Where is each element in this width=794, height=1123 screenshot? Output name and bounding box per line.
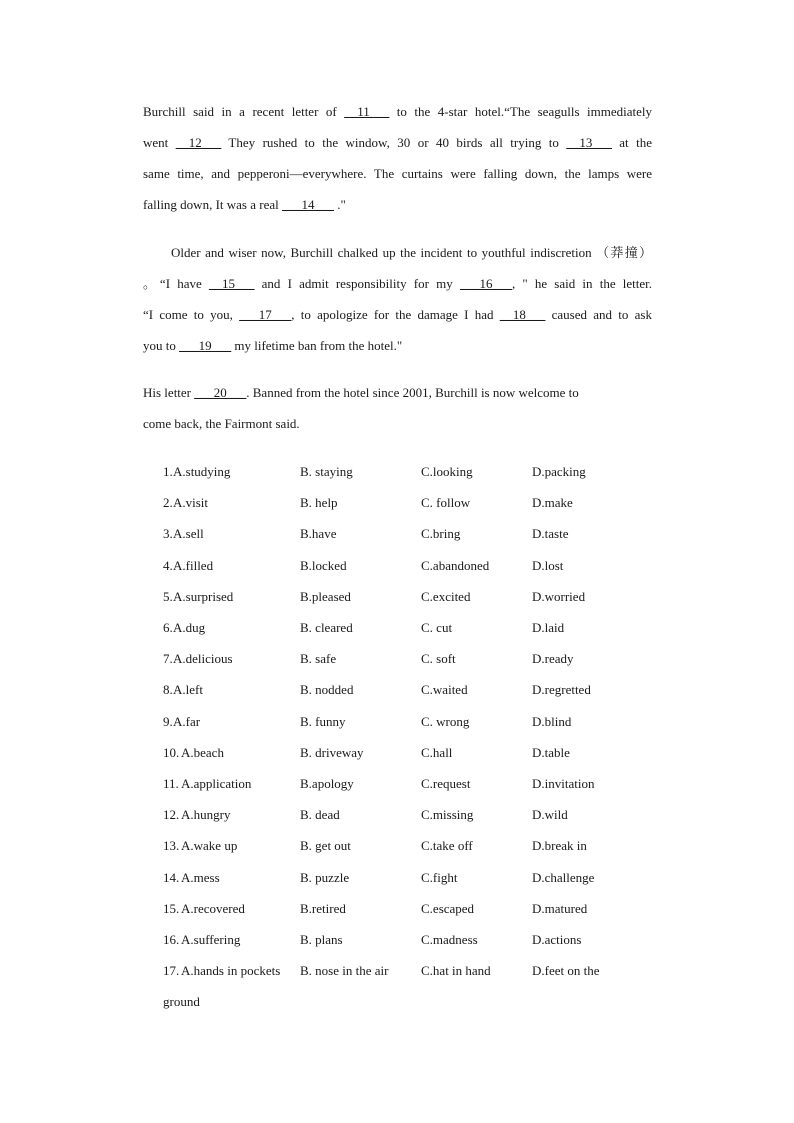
- option-d[interactable]: D.ready: [532, 651, 574, 667]
- text: They rushed to the window, 30 or 40 birds all trying to: [221, 135, 567, 150]
- option-c[interactable]: C. soft: [421, 651, 456, 667]
- question-17-continuation: ground: [163, 994, 200, 1009]
- question-number: 12.: [163, 807, 180, 823]
- blank-16: ___16___: [459, 276, 512, 291]
- passage-line: [143, 307, 652, 323]
- blank-20: ___20___: [194, 385, 247, 400]
- text: Burchill said in a recent letter of: [143, 104, 345, 119]
- text: Older and wiser now, Burchill chalked up the incident to youthful indiscretion （莽撞）: [171, 245, 652, 260]
- option-d[interactable]: D.laid: [532, 620, 565, 635]
- option-c[interactable]: C.hat in hand: [421, 963, 491, 979]
- option-a[interactable]: A.application: [181, 776, 252, 791]
- passage-line: [143, 385, 652, 401]
- option-d[interactable]: D.feet on the: [532, 963, 600, 979]
- option-c[interactable]: C.excited: [421, 588, 471, 604]
- option-a[interactable]: A.sell: [173, 526, 204, 542]
- text: falling down, It was a real: [143, 197, 282, 212]
- question-number: 8.: [163, 682, 173, 698]
- option-c[interactable]: C.waited: [421, 682, 468, 698]
- option-b[interactable]: B. nose in the air: [300, 963, 389, 979]
- option-d[interactable]: D.challenge: [532, 869, 595, 885]
- question-number: 11.: [163, 776, 179, 791]
- option-c[interactable]: C.take off: [421, 838, 473, 854]
- passage-line: [143, 166, 652, 182]
- option-b[interactable]: B. help: [300, 495, 338, 511]
- option-b[interactable]: B.retired: [300, 900, 346, 916]
- text: and I admit responsibility for my: [254, 276, 460, 291]
- text: , " he said in the letter.: [511, 276, 653, 291]
- option-a[interactable]: A.suffering: [181, 932, 241, 947]
- passage-line: [143, 104, 652, 120]
- option-b[interactable]: B. plans: [300, 932, 343, 947]
- option-a[interactable]: A.beach: [181, 744, 224, 760]
- text: . Banned from the hotel since 2001, Burchill is now welcome to: [246, 385, 579, 400]
- blank-14: ___14___: [281, 197, 334, 212]
- option-c[interactable]: C. cut: [421, 620, 453, 635]
- option-d[interactable]: D.lost: [532, 557, 564, 573]
- blank-19: ___19___: [179, 338, 232, 353]
- option-a[interactable]: A.surprised: [173, 588, 234, 604]
- text: His letter: [143, 385, 195, 400]
- option-c[interactable]: C.request: [421, 776, 471, 791]
- question-number: 9.: [163, 713, 173, 729]
- option-d[interactable]: D.worried: [532, 588, 586, 604]
- question-number: 1.: [163, 464, 173, 479]
- passage-line: [143, 197, 652, 213]
- option-b[interactable]: B.locked: [300, 557, 347, 573]
- option-d[interactable]: D.table: [532, 744, 570, 760]
- passage-line: [143, 135, 652, 151]
- question-number: 17.: [163, 963, 180, 979]
- option-d[interactable]: D.actions: [532, 932, 582, 947]
- text: “I come to you,: [143, 307, 240, 322]
- option-c[interactable]: C. wrong: [421, 713, 470, 729]
- option-c[interactable]: C.hall: [421, 744, 453, 760]
- text: at the: [611, 135, 652, 150]
- option-b[interactable]: B. cleared: [300, 620, 353, 635]
- blank-11: __11___: [344, 104, 390, 119]
- text: , to apologize for the damage I had: [291, 307, 500, 322]
- text: my lifetime ban from the hotel.": [231, 338, 403, 353]
- question-number: 16.: [163, 932, 180, 947]
- option-b[interactable]: B. safe: [300, 651, 337, 667]
- option-c[interactable]: C.escaped: [421, 900, 475, 916]
- option-a[interactable]: A.left: [173, 682, 203, 698]
- passage-line: [143, 416, 652, 432]
- passage-line: [143, 276, 652, 292]
- option-a[interactable]: A.hands in pockets: [181, 963, 281, 979]
- text: you to: [143, 338, 180, 353]
- option-a[interactable]: A.recovered: [181, 900, 245, 916]
- option-b[interactable]: B. funny: [300, 713, 346, 729]
- option-d[interactable]: D.regretted: [532, 682, 591, 698]
- text: same time, and pepperoni—everywhere. The curtains were falling down, the lamps were: [143, 166, 652, 181]
- question-number: 2.: [163, 495, 173, 511]
- option-a[interactable]: A.delicious: [173, 651, 233, 667]
- option-a[interactable]: A.dug: [173, 620, 206, 635]
- question-number: 4.: [163, 557, 173, 573]
- question-number: 10.: [163, 744, 180, 760]
- option-b[interactable]: B.pleased: [300, 588, 351, 604]
- text: caused and to ask: [545, 307, 652, 322]
- option-b[interactable]: B. staying: [300, 464, 353, 479]
- question-number: 15.: [163, 900, 180, 916]
- option-d[interactable]: D.break in: [532, 838, 587, 854]
- question-number: 5.: [163, 588, 173, 604]
- option-c[interactable]: C.abandoned: [421, 557, 490, 573]
- passage-line: [143, 338, 652, 354]
- blank-12: __12___: [175, 135, 222, 150]
- passage-line: [171, 245, 652, 261]
- question-number: 14.: [163, 869, 180, 885]
- option-d[interactable]: D.invitation: [532, 776, 595, 791]
- option-a[interactable]: A.studying: [173, 464, 231, 479]
- option-b[interactable]: B. puzzle: [300, 869, 350, 885]
- option-b[interactable]: B.have: [300, 526, 337, 542]
- option-c[interactable]: C.bring: [421, 526, 461, 542]
- question-number: 7.: [163, 651, 173, 667]
- option-b[interactable]: B. get out: [300, 838, 351, 854]
- option-a[interactable]: A.far: [173, 713, 201, 729]
- option-b[interactable]: B. nodded: [300, 682, 354, 698]
- option-c[interactable]: C.missing: [421, 807, 474, 823]
- text: to the 4-star hotel.“The seagulls immediately: [389, 104, 652, 119]
- blank-17: ___17___: [239, 307, 292, 322]
- option-d[interactable]: D.make: [532, 495, 573, 511]
- question-number: 13.: [163, 838, 180, 854]
- option-d[interactable]: D.blind: [532, 713, 572, 729]
- option-d[interactable]: D.packing: [532, 464, 586, 479]
- option-d[interactable]: D.matured: [532, 900, 588, 916]
- option-b[interactable]: B. dead: [300, 807, 340, 823]
- text: come back, the Fairmont said.: [143, 416, 300, 431]
- option-a[interactable]: A.filled: [173, 557, 214, 573]
- option-a[interactable]: A.hungry: [181, 807, 231, 823]
- option-c[interactable]: C.madness: [421, 932, 478, 947]
- option-a[interactable]: A.wake up: [181, 838, 238, 854]
- option-b[interactable]: B. driveway: [300, 744, 364, 760]
- blank-18: __18___: [499, 307, 546, 322]
- option-c[interactable]: C.looking: [421, 464, 473, 479]
- option-b[interactable]: B.apology: [300, 776, 354, 791]
- blank-13: __13___: [566, 135, 612, 150]
- option-c[interactable]: C.fight: [421, 869, 458, 885]
- option-d[interactable]: D.wild: [532, 807, 568, 823]
- question-number: 6.: [163, 620, 173, 635]
- option-d[interactable]: D.taste: [532, 526, 569, 542]
- text: went: [143, 135, 176, 150]
- option-a[interactable]: A.mess: [181, 869, 220, 885]
- option-a[interactable]: A.visit: [173, 495, 209, 511]
- blank-15: __15___: [208, 276, 255, 291]
- option-c[interactable]: C. follow: [421, 495, 471, 511]
- text: 。“I have: [143, 276, 209, 291]
- text: .": [333, 197, 346, 212]
- question-number: 3.: [163, 526, 173, 542]
